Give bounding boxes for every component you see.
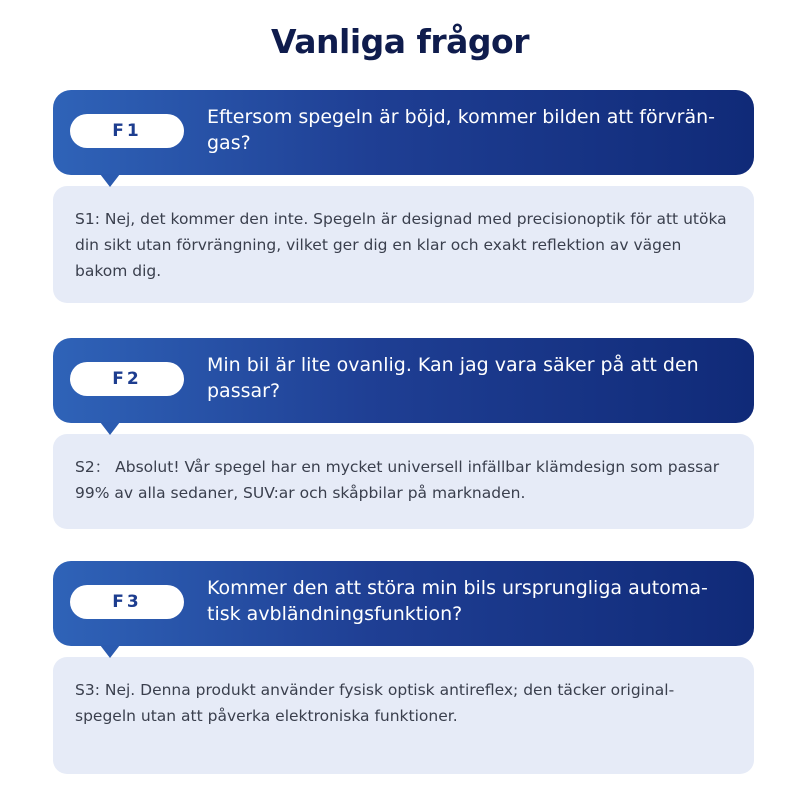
question-text: Min bil är lite ovanlig. Kan jag vara säker på att den passar? <box>207 354 699 402</box>
answer-box <box>53 657 754 774</box>
answer-text: S2： Absolut! Vår spegel har en mycket universell infällbar klämdesign som passar 99% av alla sedaner, SUV:ar och skåpbilar på marknaden. <box>75 458 720 502</box>
question-label-badge: F3 <box>70 585 184 619</box>
question-box[interactable] <box>53 90 754 175</box>
faq-item <box>53 338 754 529</box>
question-box[interactable] <box>53 338 754 423</box>
question-text: Eftersom spegeln är böjd, kommer bilden att förvrän-gas? <box>207 106 715 154</box>
answer-text: S3: Nej. Denna produkt använder fysisk optisk antireflex; den täcker original-spegeln utan att påverka elektroniska funktioner. <box>75 681 675 725</box>
question-text: Kommer den att störa min bils ursprungliga automa-tisk avbländningsfunktion? <box>207 577 708 625</box>
answer-box <box>53 434 754 529</box>
faq-item <box>53 90 754 303</box>
page-title: Vanliga frågor <box>271 22 529 61</box>
question-box[interactable] <box>53 561 754 646</box>
question-label-badge: F1 <box>70 114 184 148</box>
answer-text: S1: Nej, det kommer den inte. Spegeln är designad med precisionoptik för att utöka din sikt utan förvrängning, vilket ger dig en klar och exakt reflektion av vägen bakom dig. <box>75 210 727 280</box>
faq-item <box>53 561 754 774</box>
question-label-badge: F2 <box>70 362 184 396</box>
answer-box <box>53 186 754 303</box>
